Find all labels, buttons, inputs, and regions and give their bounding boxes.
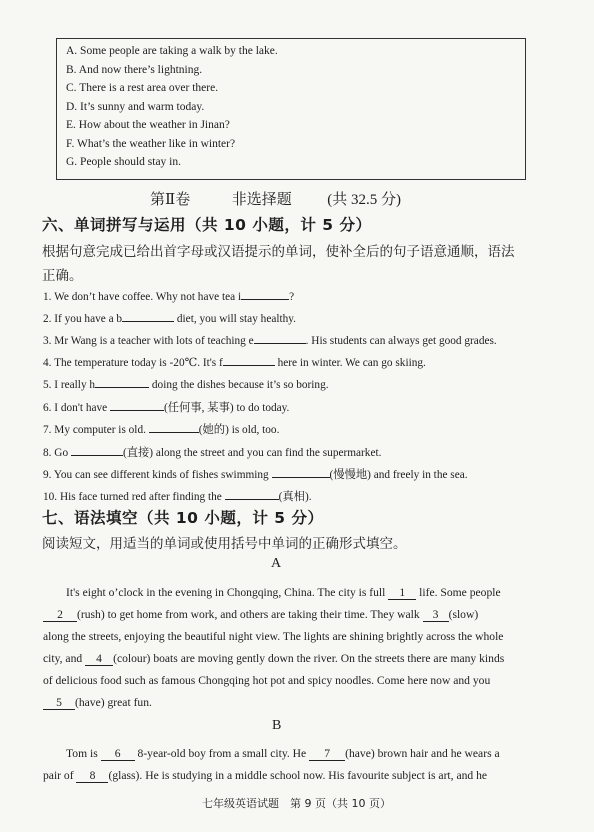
question-2: 2. If you have a b diet, you will stay healthy. [43,313,297,325]
section6-instruction-line2: 正确。 [42,268,83,284]
question-3: 3. Mr Wang is a teacher with lots of teaching e . His students can always get good grades. [43,335,497,347]
passage-a-line-5: of delicious food such as famous Chongqing hot pot and spicy noodles. Come here now and you [43,674,491,687]
answer-blank-3[interactable] [254,333,306,344]
answer-blank-9[interactable] [272,467,330,478]
part2-title: 第Ⅱ卷 [150,192,191,208]
section6-title: 六、单词拼写与运用（共 10 小题，计 5 分） [42,216,372,234]
answer-blank-6[interactable] [110,400,164,411]
answer-blank-10[interactable] [225,489,279,500]
passage-a-line-4: city, and 4 (colour) boats are moving gently down the river. On the streets there are many kinds [43,652,505,665]
option-c: C. There is a rest area over there. [66,82,219,94]
passage-b-line-2: pair of 8 (glass). He is studying in a middle school now. His favourite subject is art, and he [43,769,488,782]
option-e: E. How about the weather in Jinan? [66,119,230,131]
question-10: 10. His face turned red after finding the (真相). [43,491,312,503]
grammar-blank-1[interactable]: 1 [388,586,416,600]
passage-b-label: B [272,718,282,733]
options-box [56,38,526,180]
passage-a-line-2: 2 (rush) to get home from work, and others are taking their time. They walk 3 (slow) [43,608,478,622]
question-4: 4. The temperature today is -20℃. It's f here in winter. We can go skiing. [43,357,426,369]
answer-blank-2[interactable] [122,311,174,322]
part2-heading [150,188,401,209]
passage-a-label: A [271,556,282,571]
question-5: 5. I really h doing the dishes because it’s so boring. [43,379,329,391]
section7-instruction: 阅读短文，用适当的单词或使用括号中单词的正确形式填空。 [42,536,407,552]
grammar-blank-5[interactable]: 5 [43,696,75,710]
part2-subtitle: 非选择题 [231,192,292,208]
question-6: 6. I don't have (任何事, 某事) to do today. [43,402,290,414]
question-9: 9. You can see different kinds of fishes swimming (慢慢地) and freely in the sea. [43,469,468,481]
question-7: 7. My computer is old. (她的) is old, too. [43,424,280,436]
page-footer: 七年级英语试题 第 9 页（共 10 页） [202,797,391,810]
answer-blank-4[interactable] [223,355,275,366]
answer-blank-1[interactable] [241,289,289,300]
answer-blank-7[interactable] [149,422,199,433]
grammar-blank-2[interactable]: 2 [43,608,77,622]
passage-a-line-1: It's eight o’clock in the evening in Chongqing, China. The city is full 1 life. Some people [66,586,501,599]
grammar-blank-7[interactable]: 7 [309,747,345,761]
section6-instruction-line1: 根据句意完成已给出首字母或汉语提示的单词，使补全后的句子语意通顺，语法 [42,244,515,260]
grammar-blank-4[interactable]: 4 [85,652,113,666]
passage-b-line-1: Tom is 6 8-year-old boy from a small city. He 7 (have) brown hair and he wears a [66,747,500,760]
option-d: D. It’s sunny and warm today. [66,100,205,113]
answer-blank-5[interactable] [95,377,149,388]
question-8: 8. Go (直接) along the street and you can find the supermarket. [43,447,382,459]
grammar-blank-8[interactable]: 8 [76,769,108,783]
passage-a-line-6: 5 (have) great fun. [43,696,152,710]
passage-a-line-3: along the streets, enjoying the beautiful night view. The lights are shining brightly across the whole [43,630,504,643]
grammar-blank-3[interactable]: 3 [423,608,449,622]
option-a: A. Some people are taking a walk by the lake. [66,45,278,57]
option-g: G. People should stay in. [66,156,181,168]
option-f: F. What’s the weather like in winter? [66,137,236,150]
option-b: B. And now there’s lightning. [66,63,203,76]
part2-score: (共 32.5 分) [327,192,401,208]
question-1: 1. We don’t have coffee. Why not have tea i ? [43,291,295,303]
section7-title: 七、语法填空（共 10 小题，计 5 分） [42,509,324,527]
grammar-blank-6[interactable]: 6 [101,747,135,761]
answer-blank-8[interactable] [71,445,123,456]
